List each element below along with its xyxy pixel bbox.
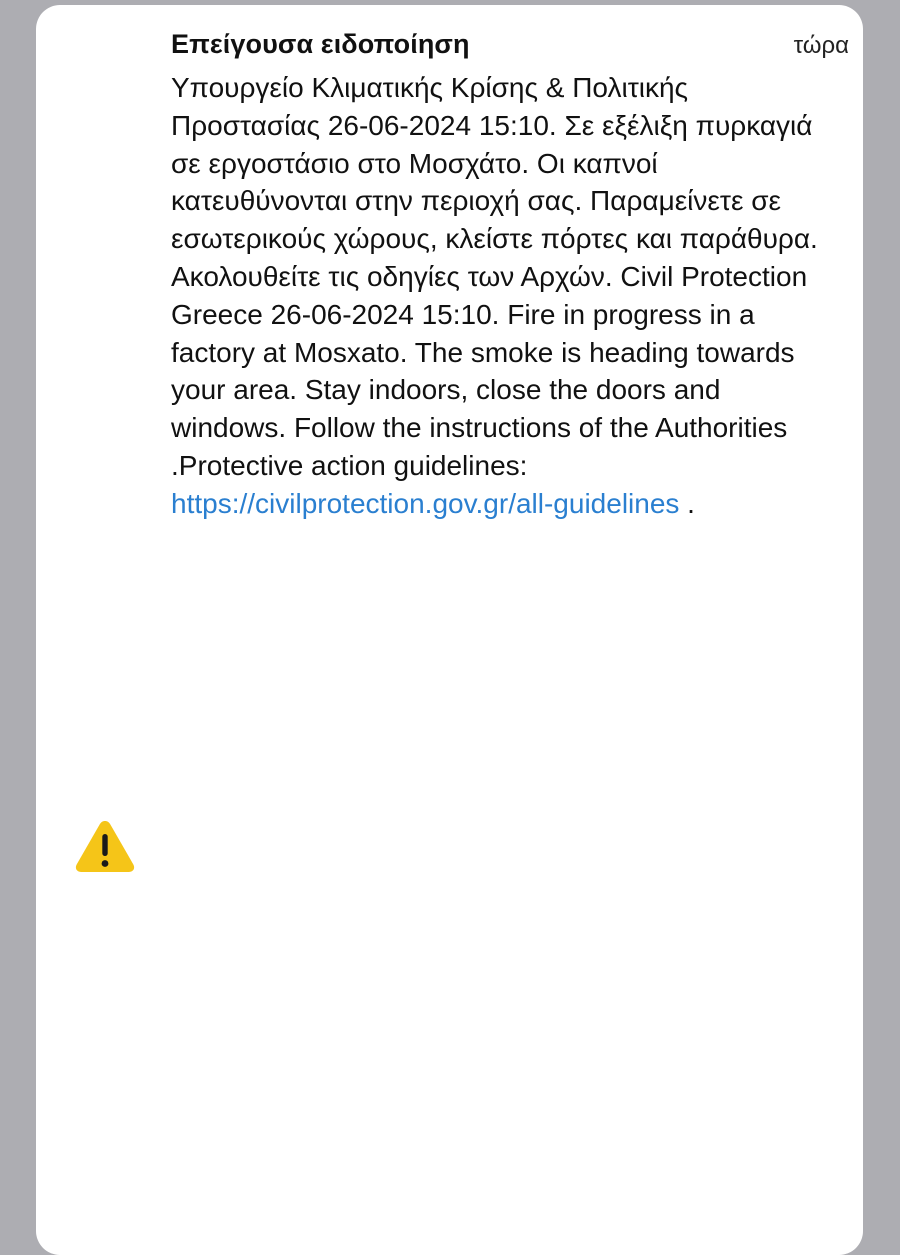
alert-message-text: Υπουργείο Κλιματικής Κρίσης & Πολιτικής Προστασίας 26-06-2024 15:10. Σε εξέλιξη πυρκαγιά σε εργοστάσιο στο Μοσχάτο. Οι καπνοί κατευθύνονται στην περιοχή σας. Παραμείνετε σε εσωτερικούς χώρους, κλείστε πόρτες και παράθυρα. Ακολουθείτε τις οδηγίες των Αρχών. Civil Protection Greece 26-06-2024 15:10. Fire in progress in a factory at Mosxato. The smoke is heading towards your area. Stay indoors, close the doors and windows. Follow the instructions of the Authorities .Protective action guidelines: xyxy=(171,72,818,481)
alert-timestamp: τώρα xyxy=(793,32,849,59)
alert-header xyxy=(171,29,849,69)
emergency-alert-card[interactable] xyxy=(36,5,863,1255)
alert-message xyxy=(171,69,836,523)
alert-title: Επείγουσα ειδοποίηση xyxy=(171,29,470,59)
alert-message-end: . xyxy=(679,487,695,519)
warning-icon xyxy=(73,817,137,875)
alert-content xyxy=(171,29,849,523)
guidelines-link[interactable]: https://civilprotection.gov.gr/all-guidelines xyxy=(171,487,680,519)
